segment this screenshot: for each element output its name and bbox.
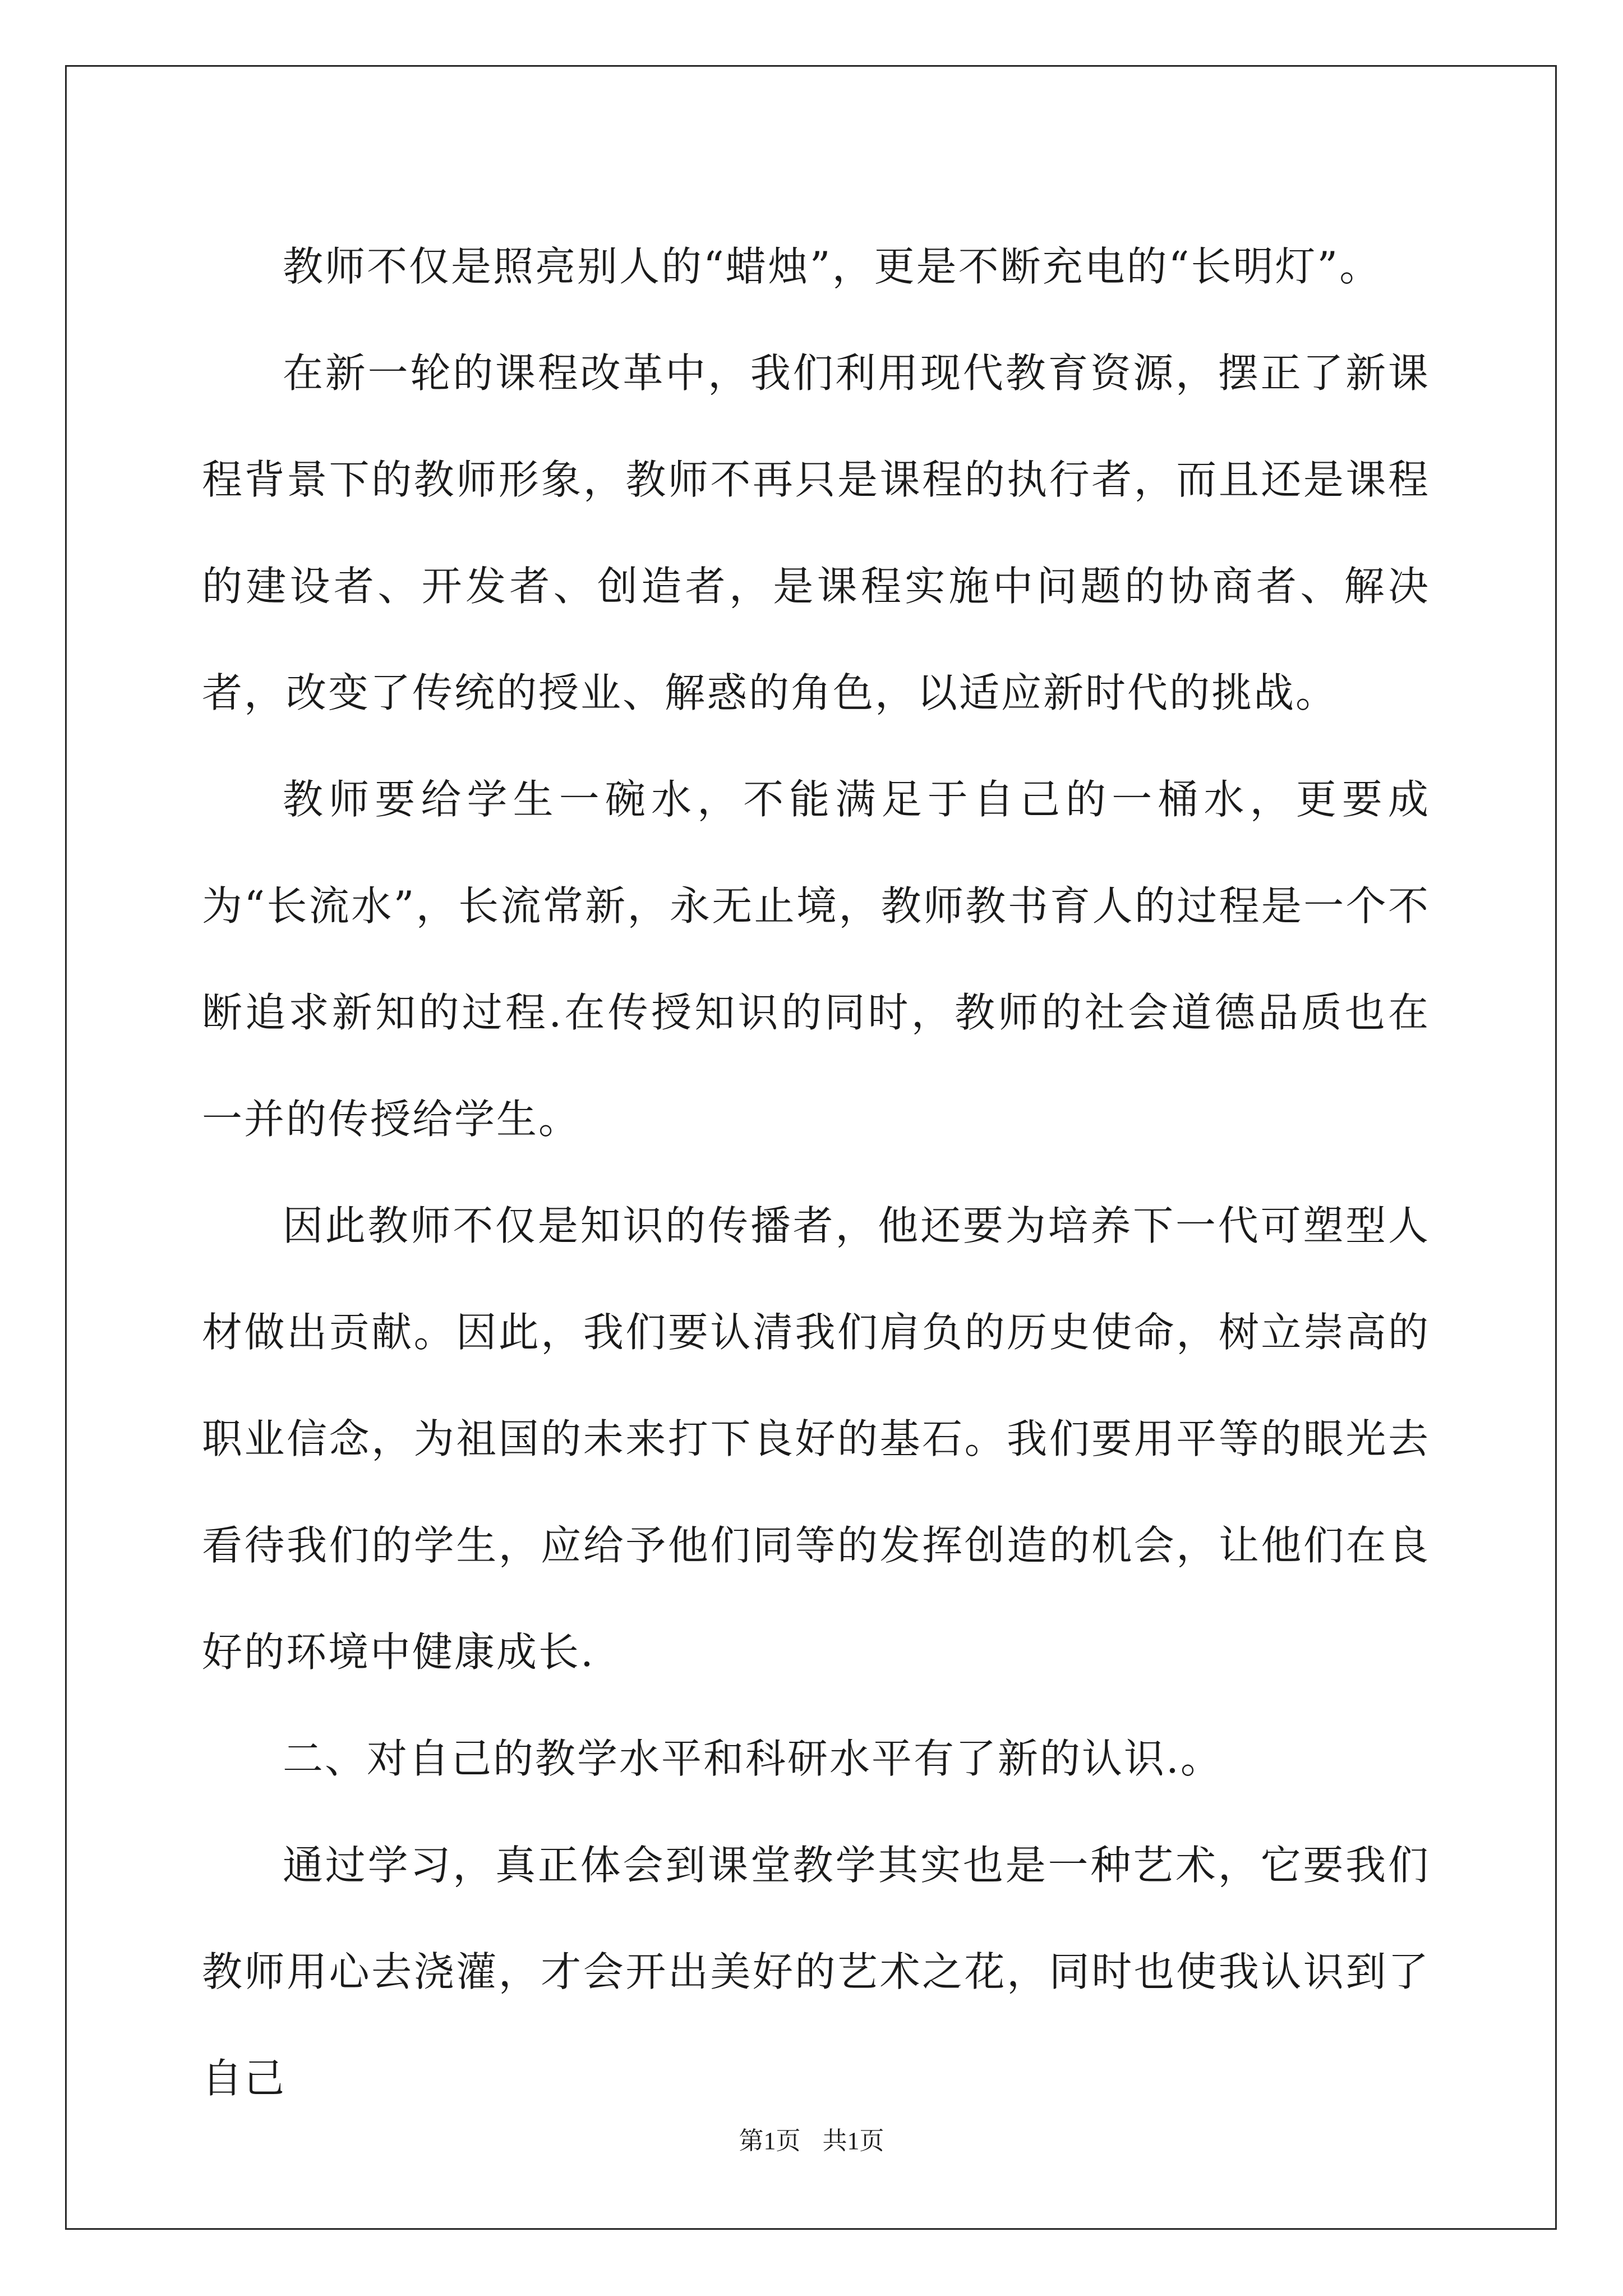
paragraph: 通过学习，真正体会到课堂教学其实也是一种艺术，它要我们教师用心去浇灌，才会开出美好的艺术之花，同时也使我认识到了自己 xyxy=(202,1842,1430,2102)
paragraph: 教师要给学生一碗水，不能满足于自己的一桶水，更要成为“长流水”，长流常新，永无止境，教师教书育人的过程是一个不断追求新知的过程.在传授知识的同时，教师的社会道德品质也在一并的传授给学生。 xyxy=(202,776,1430,1143)
page-total: 共1页 xyxy=(822,2127,884,2155)
section-heading: 二、对自己的教学水平和科研水平有了新的认识.。 xyxy=(283,1735,1223,1782)
paragraph: 在新一轮的课程改革中，我们利用现代教育资源，摆正了新课程背景下的教师形象，教师不再只是课程的执行者，而且还是课程的建设者、开发者、创造者，是课程实施中问题的协商者、解决者，改变了传统的授业、解惑的角色，以适应新时代的挑战。 xyxy=(202,349,1430,716)
paragraph: 因此教师不仅是知识的传播者，他还要为培养下一代可塑型人材做出贡献。因此，我们要认清我们肩负的历史使命，树立崇高的职业信念，为祖国的未来打下良好的基石。我们要用平等的眼光去看待我们的学生，应给予他们同等的发挥创造的机会，让他们在良好的环境中健康成长. xyxy=(202,1202,1430,1676)
page-number: 第1页 xyxy=(739,2127,801,2155)
page-footer xyxy=(0,2120,1623,2156)
paragraph: 教师不仅是照亮别人的“蜡烛”，更是不断充电的“长明灯”。 xyxy=(283,243,1382,290)
document-body xyxy=(202,213,1430,2132)
